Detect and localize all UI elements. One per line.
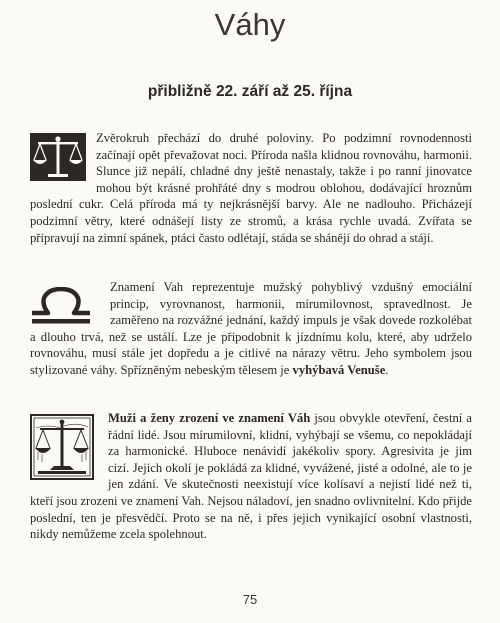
ruling-planet: vyhýbavá Venuše [292,362,386,377]
section-principle-text: Znamení Vah reprezentuje mužský pohyblivý vzdušný emociální princip, vyrovnanost, harmonii, mírumilovnost, spravedlnost. Je zaměřeno na rozvážné jednání, každý impuls je však dovede rozkolébat a dlouho trvá, než se ustálí. Lze je připodobnit k jízdnímu kolu, které, aby udrželo rovnováhu, musí stále jet dopředu a je citlivé na nárazy větru. Jeho symbolem jsou stylizované váhy. Spřízněným nebeským tělesem je [30,280,472,377]
section-personality [30,410,472,543]
section-principle: Znamení Vah reprezentuje mužský pohyblivý vzdušný emociální princip, vyrovnanost, harmonii, mírumilovnost, spravedlnost. Je zaměřeno na rozvážné jednání, každý impuls je však dovede rozkolébat a dlouho trvá, než se ustálí. Lze je připodobnit k jízdnímu kolu, které, aby udrželo rovnováhu, musí stále jet dopředu a je citlivé na nárazy větru. Jeho symbolem jsou stylizované váhy. Spřízněným nebeským tělesem je vyhýbavá Venuše. [30,280,472,377]
section-nature [30,130,472,246]
section-personality-text: jsou obvykle otevření, čestní a řádní lidé. Jsou mírumilovní, klidní, vyhýbají se všemu, co nepokládají za harmonické. Hluboce nenávidí jakékoliv spory. Agresivita je jim cizí. Jejich okolí je pokládá za klidné, vyvážené, jisté a odolné, ale to je jen zdání. Ve skutečnosti neexistují více kolísaví a nejistí lidé než ti, kteří jsou zrozeni ve znamení Vah. Nejsou náladoví, jen snadno ovlivnitelní. Kdo přijde poslední, ten je přesvědčí. Proto se na ně, i přes jejich vynikající osobní vlastnosti, nikdy nemůžeme zcela spolehnout. [30,411,472,542]
section-nature-text: Zvěrokruh přechází do druhé poloviny. Po podzimní rovnodennosti začínají opět převažovat noci. Příroda našla klidnou rovnováhu, harmonii. Slunce již nepálí, chladné dny ještě nenastaly, takže i po ranní jinovatce mohou být krásné prohřáté dny s modrou oblohou, dodávající hroznům poslední cukr. Celá příroda má ty nejkrásnější barvy. Ale ne nadlouho. Přicházejí podzimní větry, které odnášejí listy ze stromů, a krása rychle uvadá. Zvířata se připravují na zimní spánek, ptáci často odlétají, stáda se shánějí do ohrad a stájí. [30,131,472,245]
date-range-subtitle: přibližně 22. září až 25. října [147,83,353,100]
libra-engraving-icon [30,414,94,480]
libra-glyph-icon [30,287,92,325]
libra-scales-block-icon [30,133,86,181]
section-personality-lead: Muži a ženy zrození ve znamení Váh [108,411,311,425]
page-number: 75 [242,592,258,607]
page-title: Váhy [214,7,286,42]
